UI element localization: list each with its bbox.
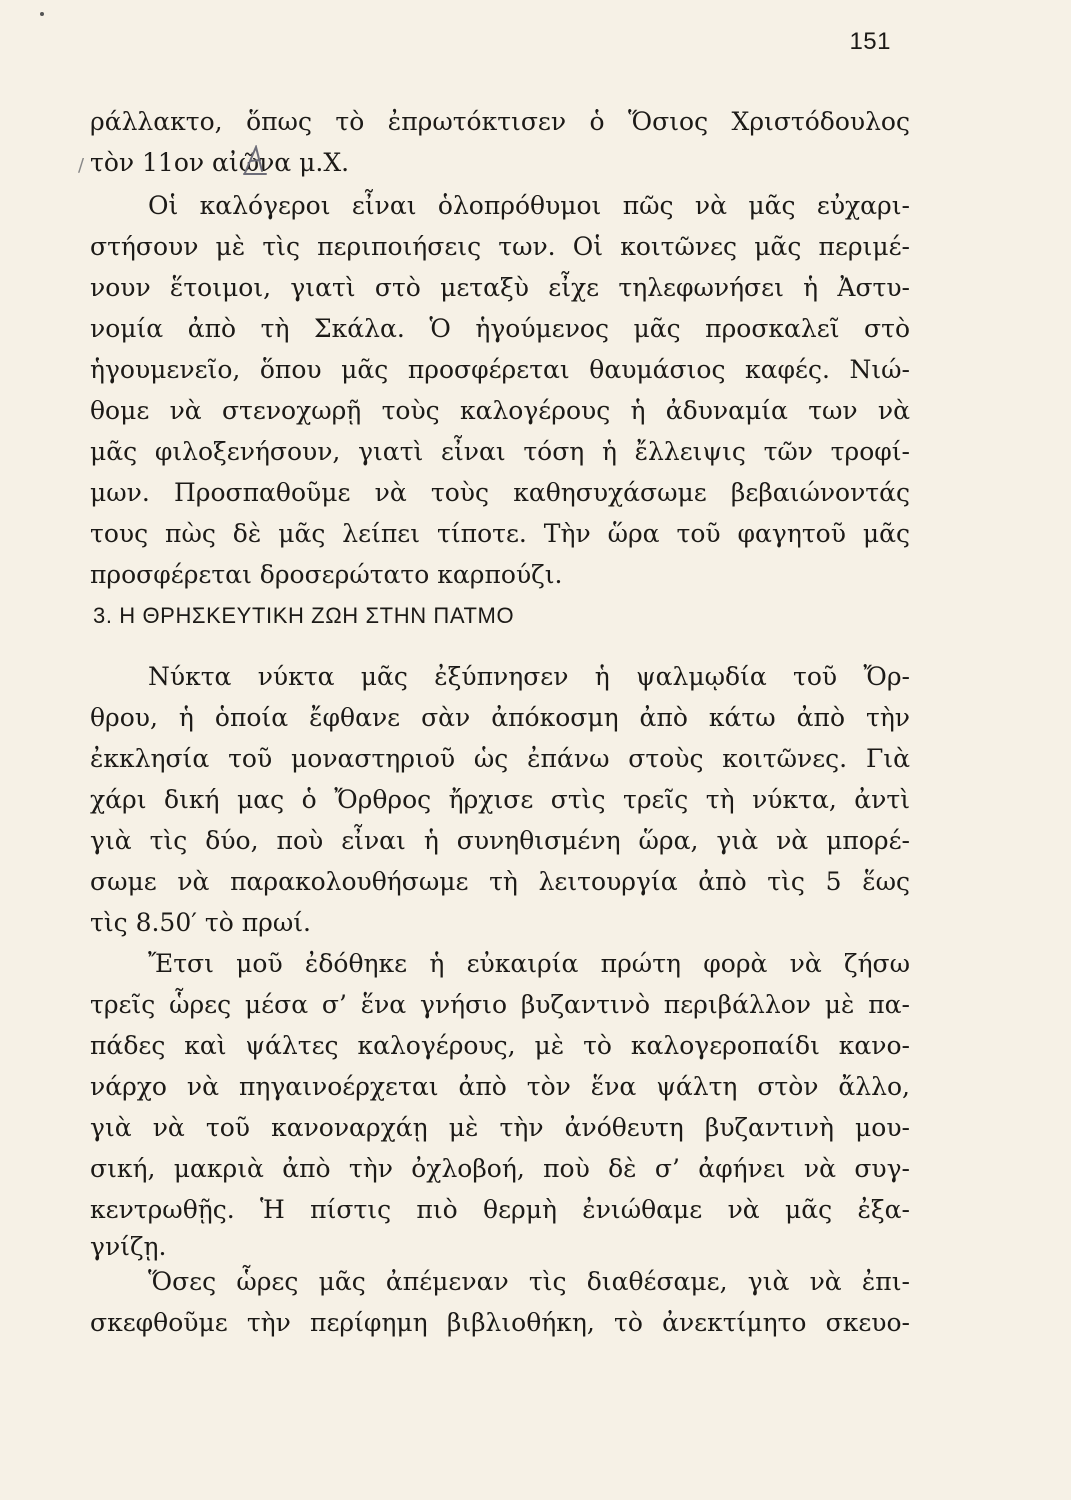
text-line: προσφέρεται δροσερώτατο καρπούζι. <box>90 560 563 589</box>
text-line: μων. Προσπαθοῦμε νὰ τοὺς καθησυχάσωμε βεβαιώνοντάς <box>90 478 910 507</box>
text-line: νουν ἕτοιμοι, γιατὶ στὸ μεταξὺ εἶχε τηλεφωνήσει ἡ Ἀστυ- <box>90 273 910 302</box>
text-line: τρεῖς ὧρες μέσα σ’ ἕνα γνήσιο βυζαντινὸ περιβάλλον μὲ πα- <box>90 990 910 1019</box>
text-line: σκεφθοῦμε τὴν περίφημη βιβλιοθήκη, τὸ ἀνεκτίμητο σκευο- <box>90 1308 910 1337</box>
text-line: ράλλακτο, ὅπως τὸ ἐπρωτόκτισεν ὁ Ὅσιος Χριστόδουλος <box>90 107 910 136</box>
text-line: γνίζῃ. <box>90 1232 167 1261</box>
text-line: σική, μακριὰ ἀπὸ τὴν ὀχλοβοή, ποὺ δὲ σ’ ἀφήνει νὰ συγ- <box>90 1154 910 1183</box>
margin-mark: / <box>78 155 85 176</box>
text-line: γιὰ τὶς δύο, ποὺ εἶναι ἡ συνηθισμένη ὥρα, γιὰ νὰ μπορέ- <box>90 826 910 855</box>
text-line: θρου, ἡ ὁποία ἔφθανε σὰν ἀπόκοσμη ἀπὸ κάτω ἀπὸ τὴν <box>90 703 910 732</box>
text-line: πάδες καὶ ψάλτες καλογέρους, μὲ τὸ καλογεροπαίδι κανο- <box>90 1031 910 1060</box>
text-line: ἡγουμενεῖο, ὅπου μᾶς προσφέρεται θαυμάσιος καφές. Νιώ- <box>90 355 910 384</box>
text-line: Ἔτσι μοῦ ἐδόθηκε ἡ εὐκαιρία πρώτη φορὰ νὰ ζήσω <box>148 949 910 978</box>
text-line: Οἱ καλόγεροι εἶναι ὁλοπρόθυμοι πῶς νὰ μᾶς εὐχαρι- <box>148 191 910 220</box>
text-line: γιὰ νὰ τοῦ κανοναρχάῃ μὲ τὴν ἀνόθευτη βυζαντινὴ μου- <box>90 1113 910 1142</box>
text-line: ἐκκλησία τοῦ μοναστηριοῦ ὡς ἐπάνω στοὺς κοιτῶνες. Γιὰ <box>90 744 910 773</box>
text-line: κεντρωθῇς. Ἡ πίστις πιὸ θερμὴ ἐνιώθαμε νὰ μᾶς ἐξα- <box>90 1195 910 1224</box>
text-line: θομε νὰ στενοχωρῇ τοὺς καλογέρους ἡ ἀδυναμία των νὰ <box>90 396 910 425</box>
text-line: νομία ἀπὸ τὴ Σκάλα. Ὁ ἡγούμενος μᾶς προσκαλεῖ στὸ <box>90 314 910 343</box>
text-line: χάρι δική μας ὁ Ὄρθρος ἤρχισε στὶς τρεῖς τὴ νύκτα, ἀντὶ <box>90 785 910 814</box>
text-line: τὶς 8.50′ τὸ πρωί. <box>90 908 311 937</box>
text-line: νάρχο νὰ πηγαινοέρχεται ἀπὸ τὸν ἕνα ψάλτη στὸν ἄλλο, <box>90 1072 910 1101</box>
text-line: τους πὼς δὲ μᾶς λείπει τίποτε. Τὴν ὥρα τοῦ φαγητοῦ μᾶς <box>90 519 910 548</box>
text-line: σωμε νὰ παρακολουθήσωμε τὴ λειτουργία ἀπὸ τὶς 5 ἕως <box>90 867 910 896</box>
page-number: 151 <box>849 28 891 55</box>
text-line: μᾶς φιλοξενήσουν, γιατὶ εἶναι τόση ἡ ἔλλειψις τῶν τροφί- <box>90 437 910 466</box>
section-heading: 3. Η ΘΡΗΣΚΕΥΤΙΚΗ ΖΩΗ ΣΤΗΝ ΠΑΤΜΟ <box>93 603 515 628</box>
handwritten-annotation-mark <box>242 145 268 175</box>
text-line: Νύκτα νύκτα μᾶς ἐξύπνησεν ἡ ψαλμῳδία τοῦ Ὄρ- <box>148 662 910 691</box>
page-speck <box>40 12 44 16</box>
text-line: στήσουν μὲ τὶς περιποιήσεις των. Οἱ κοιτῶνες μᾶς περιμέ- <box>90 232 910 261</box>
text-line: Ὅσες ὧρες μᾶς ἀπέμεναν τὶς διαθέσαμε, γιὰ νὰ ἐπι- <box>148 1267 910 1296</box>
text-line: τὸν 11ον αἰῶνα μ.Χ. <box>90 148 350 177</box>
